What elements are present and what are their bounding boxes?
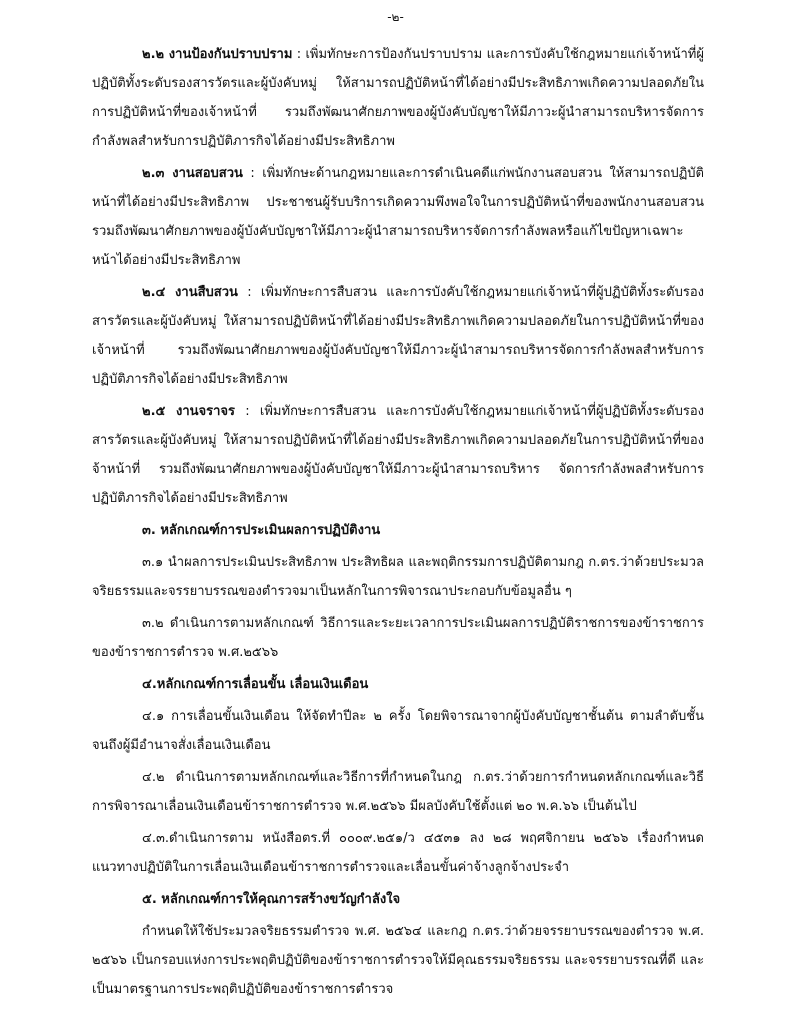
section-2-5: [92, 397, 704, 513]
section-2-4: [92, 278, 704, 394]
section-5-heading: ๕. หลักเกณฑ์การให้คุณการสร้างขวัญกำลังใจ: [142, 892, 401, 907]
section-3-heading: ๓. หลักเกณฑ์การประเมินผลการปฏิบัติงาน: [142, 523, 381, 538]
section-2-2: [92, 40, 704, 156]
paragraph-4-1: ๔.๑ การเลื่อนขั้นเงินเดือน ให้จัดทำปีละ ๒ ครั้ง โดยพิจารณาจากผู้บังคับบัญชาชั้นต้น ตามลำดับชั้นจนถึงผู้มีอำนาจสั่งเลื่อนเงินเดือน: [92, 709, 704, 753]
paragraph-5-1: กำหนดให้ใช้ประมวลจริยธรรมตำรวจ พ.ศ. ๒๕๖๔ และกฎ ก.ตร.ว่าด้วยจรรยาบรรณของตำรวจ พ.ศ. ๒๕๖๖ เป็นกรอบแห่งการประพฤติปฏิบัติของข้าราชการตำรวจให้มีคุณธรรมจริยธรรม และจรรยาบรรณที่ดี และเป็นมาตรฐานการประพฤติปฏิบัติของข้าราชการตำรวจ: [92, 924, 704, 997]
section-heading: ๒.๒ งานป้องกันปราบปราม: [142, 47, 293, 62]
paragraph-3-1: ๓.๑ นำผลการประเมินประสิทธิภาพ ประสิทธิผล และพฤติกรรมการปฏิบัติตามกฎ ก.ตร.ว่าด้วยประมวลจริยธรรมและจรรยาบรรณของตำรวจมาเป็นหลักในการพิจารณาประกอบกับข้อมูลอื่น ๆ: [92, 555, 704, 599]
paragraph-4-2: ๔.๒ ดำเนินการตามหลักเกณฑ์และวิธีการที่กำหนดในกฎ ก.ตร.ว่าด้วยการกำหนดหลักเกณฑ์และวิธีการพิจารณาเลื่อนเงินเดือนข้าราชการตำรวจ พ.ศ.๒๕๖๖ มีผลบังคับใช้ตั้งแต่ ๒๐ พ.ค.๖๖ เป็นต้นไป: [92, 770, 704, 814]
section-2-3: [92, 159, 704, 275]
paragraph-4-3: ๔.๓.ดำเนินการตาม หนังสือตร.ที่ ๐๐๐๙.๒๕๑/ว ๔๕๓๑ ลง ๒๘ พฤศจิกายน ๒๕๖๖ เรื่องกำหนดแนวทางปฏิบัติในการเลื่อนเงินเดือนข้าราชการตำรวจและเลื่อนขั้นค่าจ้างลูกจ้างประจำ: [92, 831, 704, 875]
document-body: [92, 40, 704, 1004]
section-heading: ๒.๓ งานสอบสวน: [142, 166, 243, 181]
section-heading: ๒.๔ งานสืบสวน: [142, 285, 238, 300]
section-4-heading: ๔.หลักเกณฑ์การเลื่อนขั้น เลื่อนเงินเดือน: [142, 677, 369, 692]
section-text: : เพิ่มทักษะการสืบสวน และการบังคับใช้กฎหมายแก่เจ้าหน้าที่ผู้ปฏิบัติทั้งระดับรองสารวัตรและผู้บังคับหมู่ ให้สามารถปฏิบัติหน้าที่ได้อย่างมีประสิทธิภาพเกิดความปลอดภัยในการปฏิบัติหน้าที่ของจ้าหน้าที่ รวมถึงพัฒนาศักยภาพของผู้บังคับบัญชาให้มีภาวะผู้นำสามารถบริหาร จัดการกำลังพลสำหรับการปฏิบัติภารกิจได้อย่างมีประสิทธิภาพ: [92, 404, 705, 506]
page-number: -๒-: [387, 10, 404, 24]
section-text: : เพิ่มทักษะการป้องกันปราบปราม และการบังคับใช้กฎหมายแก่เจ้าหน้าที่ผู้ปฏิบัติทั้งระดับรองสารวัตรและผู้บังคับหมู่ ให้สามารถปฏิบัติหน้าที่ได้อย่างมีประสิทธิภาพเกิดความปลอดภัยในการปฏิบัติหน้าที่ของเจ้าหน้าที่ รวมถึงพัฒนาศักยภาพของผู้บังคับบัญชาให้มีภาวะผู้นำสามารถบริหารจัดการกำลังพลสำหรับการปฏิบัติภารกิจได้อย่างมีประสิทธิภาพ: [92, 47, 704, 149]
section-text: : เพิ่มทักษะการสืบสวน และการบังคับใช้กฎหมายแก่เจ้าหน้าที่ผู้ปฏิบัติทั้งระดับรองสารวัตรและผู้บังคับหมู่ ให้สามารถปฏิบัติหน้าที่ได้อย่างมีประสิทธิภาพเกิดความปลอดภัยในการปฏิบัติหน้าที่ของเจ้าหน้าที่ รวมถึงพัฒนาศักยภาพของผู้บังคับบัญชาให้มีภาวะผู้นำสามารถบริหารจัดการกำลังพลสำหรับการปฏิบัติภารกิจได้อย่างมีประสิทธิภาพ: [92, 285, 705, 387]
section-text: : เพิ่มทักษะด้านกฎหมายและการดำเนินคดีแก่พนักงานสอบสวน ให้สามารถปฏิบัติหน้าที่ได้อย่างมีประสิทธิภาพ ประชาชนผู้รับบริการเกิดความพึงพอใจในการปฏิบัติหน้าที่ของพนักงานสอบสวน รวมถึงพัฒนาศักยภาพของผู้บังคับบัญชาให้มีภาวะผู้นำสามารถบริหารจัดการกำลังพลหรือแก้ไขปัญหาเฉพาะหน้าได้อย่างมีประสิทธิภาพ: [92, 166, 704, 268]
paragraph-3-2: ๓.๒ ดำเนินการตามหลักเกณฑ์ วิธีการและระยะเวลาการประเมินผลการปฏิบัติราชการของข้าราชการของข้าราชการตำรวจ พ.ศ.๒๕๖๖: [92, 616, 704, 660]
section-heading: ๒.๕ งานจราจร: [142, 404, 236, 419]
